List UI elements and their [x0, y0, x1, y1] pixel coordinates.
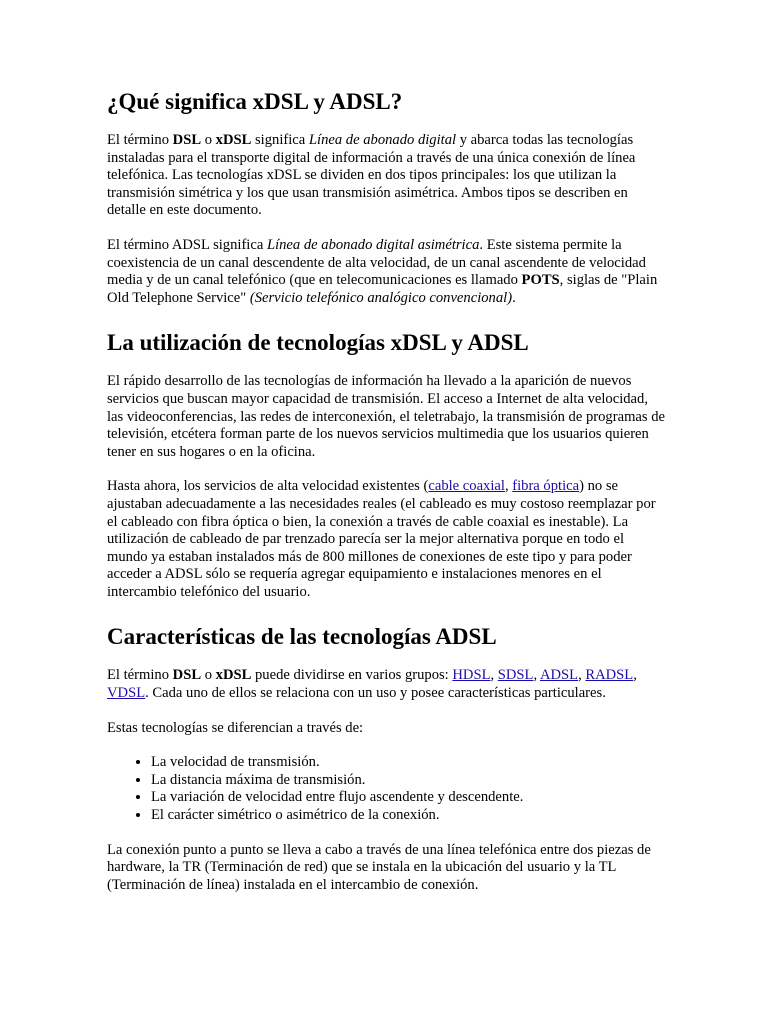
heading-xdsl-adsl-meaning: ¿Qué significa xDSL y ADSL?	[107, 89, 403, 114]
heading-adsl-characteristics: Características de las tecnologías ADSL	[107, 624, 497, 650]
link-fibra-optica[interactable]: fibra óptica	[512, 478, 580, 495]
list-item: • El carácter simétrico o asimétrico de la conexión.	[151, 807, 667, 825]
heading-xdsl-usage: La utilización de tecnologías xDSL y ADSL	[107, 330, 529, 356]
link-hdsl[interactable]: HDSL	[452, 667, 491, 684]
document-page	[107, 88, 667, 894]
link-vdsl[interactable]: VDSL	[107, 685, 146, 702]
paragraph-point-to-point: La conexión punto a punto se lleva a cabo a través de una línea telefónica entre dos piezas de hardware, la TR (Terminación de red) que se instala en la ubicación del usuario y la TL (Terminación de línea) instalada en el intercambio de conexión.	[107, 841, 651, 893]
list-item: • La variación de velocidad entre flujo ascendente y descendente.	[151, 789, 667, 807]
paragraph-development: El rápido desarrollo de las tecnologías de información ha llevado a la aparición de nuevos servicios que buscan mayor capacidad de transmisión. El acceso a Internet de alta velocidad, las videoconferencias, las redes de interconexión, el teletrabajo, la transmisión de programas de televisión, etcétera forman parte de los nuevos servicios multimedia que los usuarios quieren tener en sus hogares o en la oficina.	[107, 373, 665, 460]
list-item: • La distancia máxima de transmisión.	[151, 772, 667, 790]
link-sdsl[interactable]: SDSL	[497, 667, 534, 684]
link-cable-coaxial[interactable]: cable coaxial	[428, 478, 505, 495]
differences-list	[107, 754, 667, 824]
list-item: • La velocidad de transmisión.	[151, 754, 667, 772]
paragraph-differences-intro: Estas tecnologías se diferencian a través de:	[107, 719, 364, 736]
paragraph-xdsl-groups: El término DSL o xDSL puede dividirse en varios grupos: HDSL, SDSL, ADSL, RADSL, VDSL. Cada uno de ellos se relaciona con un uso y posee características particulares.	[107, 667, 637, 702]
paragraph-dsl-definition: El término DSL o xDSL significa Línea de abonado digital y abarca todas las tecnologías instaladas para el transporte digital de información a través de una única conexión de línea telefónica. Las tecnologías xDSL se dividen en dos tipos principales: los que utilizan la transmisión simétrica y los que usan transmisión asimétrica. Ambos tipos se describen en detalle en este documento.	[107, 132, 636, 219]
paragraph-adsl-definition: El término ADSL significa Línea de abonado digital asimétrica. Este sistema permite la coexistencia de un canal descendente de alta velocidad, de un canal ascendente de velocidad media y de un canal telefónico (que en telecomunicaciones es llamado POTS, siglas de "Plain Old Telephone Service" (Servicio telefónico analógico convencional).	[107, 236, 658, 306]
paragraph-existing-services: Hasta ahora, los servicios de alta velocidad existentes (cable coaxial, fibra óptica) no se ajustaban adecuadamente a las necesidades reales (el cableado es muy costoso reemplazar por el cableado con fibra óptica o bien, la conexión a través de cable coaxial es inestable). La utilización de cableado de par trenzado parecía ser la mejor alternativa porque en todo el mundo ya estaban instalados más de 800 millones de conexiones de este tipo y para poder acceder a ADSL sólo se requería agregar equipamiento e instalaciones menores en el intercambio telefónico del usuario.	[107, 478, 656, 600]
link-radsl[interactable]: RADSL	[585, 667, 634, 684]
link-adsl[interactable]: ADSL	[539, 667, 579, 684]
